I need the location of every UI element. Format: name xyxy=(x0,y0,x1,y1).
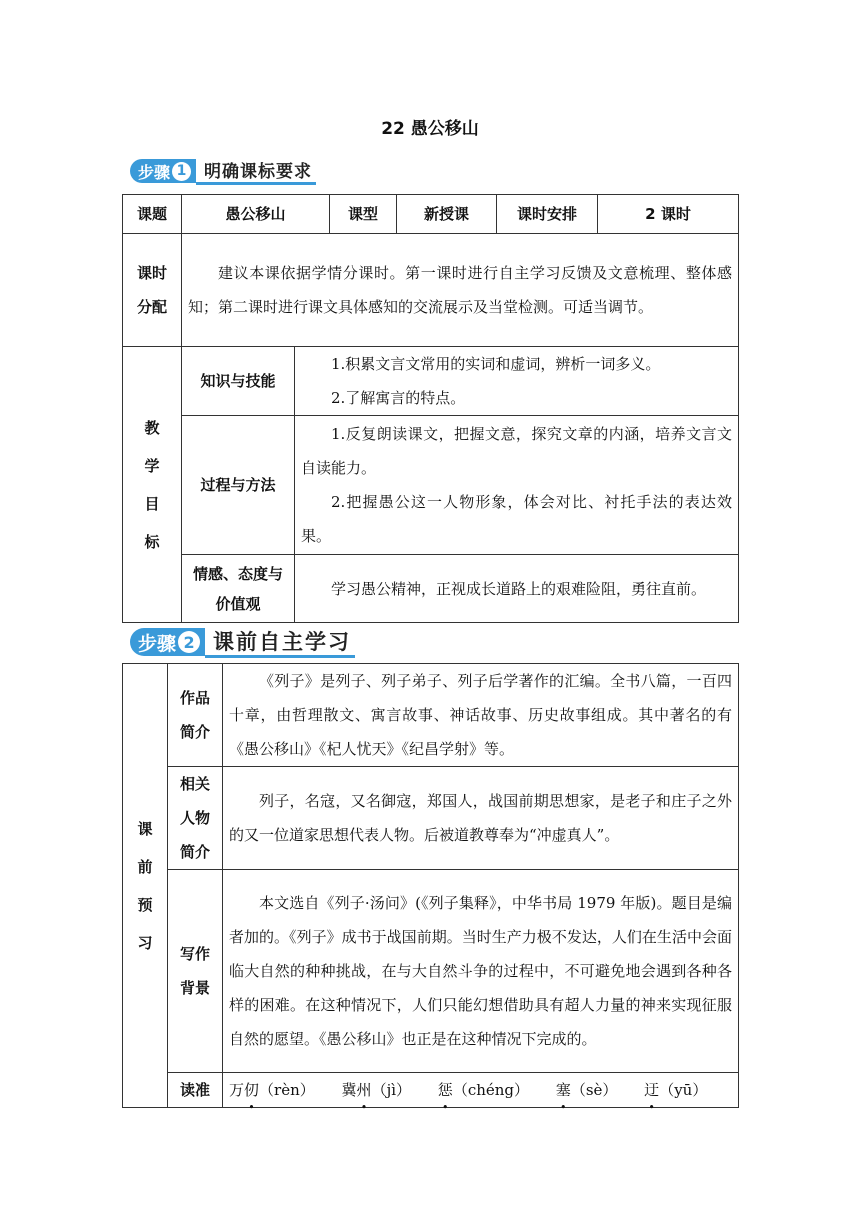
background-label-line: 背景 xyxy=(179,979,210,997)
allocation-label-line2: 分配 xyxy=(136,298,167,316)
step2-number: 2 xyxy=(178,631,200,653)
word-char: 迂 xyxy=(644,1081,660,1099)
step1-title: 明确课标要求 xyxy=(196,158,316,185)
pronunciation-list xyxy=(223,1073,739,1108)
word-char: 仞 xyxy=(244,1081,260,1099)
emotion-label-line2: 价值观 xyxy=(215,594,261,613)
pronunciation-item xyxy=(342,1081,411,1099)
word-prefix: 万 xyxy=(229,1081,245,1099)
preview-side-char: 预 xyxy=(137,895,153,914)
step1-header xyxy=(130,158,316,184)
goals-label-char: 标 xyxy=(144,532,160,551)
preview-side-char: 前 xyxy=(137,857,153,876)
step2-header xyxy=(130,627,355,657)
pronunciation-label: 读准 xyxy=(168,1073,223,1108)
word-char: 州 xyxy=(356,1081,372,1099)
emotion-label-line1: 情感、态度与 xyxy=(192,564,283,583)
process-goal: 1.反复朗读课文，把握文意，探究文章的内涵，培养文言文自读能力。 xyxy=(301,425,733,477)
topic-header: 课题 xyxy=(123,195,182,234)
pronunciation-item xyxy=(644,1081,707,1099)
pronunciation-item xyxy=(556,1081,618,1099)
allocation-label-line1: 课时 xyxy=(136,264,167,282)
goals-label xyxy=(123,347,182,623)
preview-side-label xyxy=(123,664,168,1108)
knowledge-goal: 2.了解寓言的特点。 xyxy=(331,389,466,407)
work-intro-label-line: 作品 xyxy=(179,689,210,707)
schedule-header: 课时安排 xyxy=(497,195,598,234)
person-intro-text: 列子，名寇，又名御寇，郑国人，战国前期思想家，是老子和庄子之外的又一位道家思想代表人物。后被道教尊奉为“冲虚真人”。 xyxy=(223,767,739,870)
preview-side-char: 课 xyxy=(137,819,153,838)
process-goal: 2.把握愚公这一人物形象，体会对比、衬托手法的表达效果。 xyxy=(301,493,733,545)
step1-badge-text: 步骤 xyxy=(138,162,171,182)
word-char: 惩 xyxy=(437,1081,453,1099)
word-pinyin: （jì） xyxy=(371,1081,412,1099)
person-intro-label-line: 人物 xyxy=(179,809,210,827)
work-intro-label xyxy=(168,664,223,767)
type-header: 课型 xyxy=(330,195,397,234)
word-pinyin: （rèn） xyxy=(259,1081,315,1099)
pronunciation-item xyxy=(229,1081,315,1099)
emotion-label xyxy=(182,555,295,623)
word-prefix: 冀 xyxy=(341,1081,357,1099)
step2-title: 课前自主学习 xyxy=(205,627,355,658)
person-intro-label-line: 简介 xyxy=(179,843,210,861)
person-intro-label-line: 相关 xyxy=(179,775,210,793)
step1-badge xyxy=(130,159,196,183)
type-value: 新授课 xyxy=(397,195,497,234)
pronunciation-item xyxy=(438,1081,529,1099)
step2-badge xyxy=(130,628,205,656)
knowledge-goals xyxy=(295,347,739,416)
goals-label-char: 教 xyxy=(144,418,160,437)
lesson-info-table xyxy=(122,194,739,623)
background-text: 本文选自《列子·汤问》(《列子集释》，中华书局 1979 年版)。题目是编者加的。《列子》成书于战国前期。当时生产力极不发达，人们在生活中会面临大自然的种种挑战，在与大自然斗争的过程中，不可避免地会遇到各种各样的困难。在这种情况下，人们只能幻想借助具有超人力量的神来实现征服自然的愿望。《愚公移山》也正是在这种情况下完成的。 xyxy=(223,870,739,1073)
allocation-text: 建议本课依据学情分课时。第一课时进行自主学习反馈及文意梳理、整体感知；第二课时进行课文具体感知的交流展示及当堂检测。可适当调节。 xyxy=(182,234,739,347)
page-title: 22 愚公移山 xyxy=(381,119,479,139)
schedule-value: 2 课时 xyxy=(598,195,739,234)
process-label: 过程与方法 xyxy=(182,416,295,555)
word-pinyin: （yū） xyxy=(659,1081,708,1099)
step1-number: 1 xyxy=(172,162,191,181)
allocation-label xyxy=(123,234,182,347)
knowledge-label: 知识与技能 xyxy=(182,347,295,416)
preview-side-char: 习 xyxy=(137,933,153,952)
word-char: 塞 xyxy=(555,1081,571,1099)
person-intro-label xyxy=(168,767,223,870)
word-pinyin: （chéng） xyxy=(452,1081,530,1099)
background-label-line: 写作 xyxy=(179,945,210,963)
work-intro-text: 《列子》是列子、列子弟子、列子后学著作的汇编。全书八篇，一百四十章，由哲理散文、寓言故事、神话故事、历史故事组成。其中著名的有《愚公移山》《杞人忧天》《纪昌学射》等。 xyxy=(223,664,739,767)
preview-table xyxy=(122,663,739,1108)
word-pinyin: （sè） xyxy=(570,1081,618,1099)
topic-value: 愚公移山 xyxy=(182,195,330,234)
process-goals xyxy=(295,416,739,555)
goals-label-char: 学 xyxy=(144,456,160,475)
background-label xyxy=(168,870,223,1073)
knowledge-goal: 1.积累文言文常用的实词和虚词，辨析一词多义。 xyxy=(331,355,661,373)
work-intro-label-line: 简介 xyxy=(179,723,210,741)
goals-label-char: 目 xyxy=(144,494,160,513)
step2-badge-text: 步骤 xyxy=(138,632,177,655)
emotion-goal: 学习愚公精神，正视成长道路上的艰难险阻，勇往直前。 xyxy=(295,555,739,623)
